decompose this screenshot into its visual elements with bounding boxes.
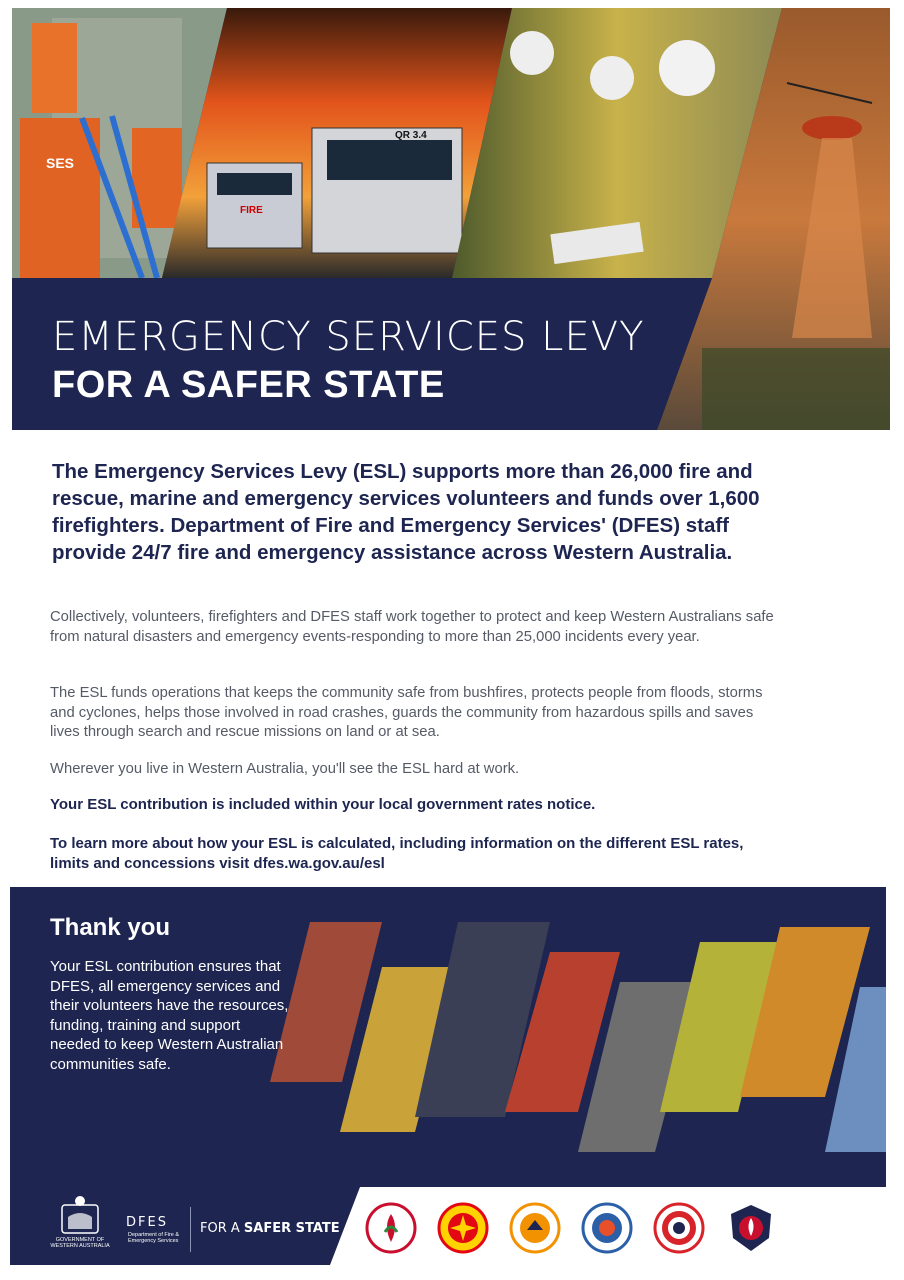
- volunteer-fire-emergency-icon: [581, 1202, 633, 1254]
- service-badges: [360, 1202, 880, 1257]
- dfes-logo-subtitle: Department of Fire & Emergency Services: [128, 1232, 180, 1244]
- truck-left-label: FIRE: [240, 205, 263, 216]
- rates-notice-statement: Your ESL contribution is included within your local government rates notice.: [50, 796, 596, 813]
- fire-rescue-icon: [725, 1202, 777, 1254]
- intro-paragraph-3: Wherever you live in Western Australia, you'll see the ESL hard at work.: [50, 761, 520, 777]
- helmet-3: [659, 40, 715, 96]
- hero-title-line2: FOR A SAFER STATE: [52, 364, 445, 406]
- helicopter: [802, 116, 862, 140]
- footer-logos: [50, 1197, 340, 1257]
- truck-right-plate: QR 3.4: [395, 130, 427, 141]
- helmet-2: [590, 56, 634, 100]
- hero-banner: [12, 8, 890, 430]
- bush-fire-service-icon: [365, 1202, 417, 1254]
- learn-more-statement: To learn more about how your ESL is calculated, including information on the different ESL rates, limits and concessions visit dfes.wa.gov.au/esl: [50, 835, 744, 872]
- helmet-1: [510, 31, 554, 75]
- footer-tagline: [200, 1221, 340, 1236]
- tagline-light: FOR A: [200, 1221, 244, 1236]
- intro-paragraph-1: Collectively, volunteers, firefighters and DFES staff work together to protect and keep Western Australians safe from natural disasters and emergency events-responding to more than 25,000 incidents every year.: [50, 609, 774, 645]
- ses-icon: [509, 1202, 561, 1254]
- cadet-corps-icon: [437, 1202, 489, 1254]
- thank-you-title: Thank you: [50, 914, 171, 941]
- marine-rescue-icon: [653, 1202, 705, 1254]
- footer-divider: [190, 1207, 191, 1252]
- hero-title-line1: EMERGENCY SERVICES LEVY: [52, 314, 645, 360]
- thank-you-panel: [10, 887, 886, 1265]
- thank-you-text: Your ESL contribution ensures that DFES, all emergency services and their volunteers have the resources, funding, training and support needed to keep Western Australian communities safe.: [50, 958, 289, 1073]
- intro-paragraph-2: The ESL funds operations that keeps the community safe from bushfires, protects people from floods, storms and cyclones, helps those involved in road crashes, guards the community from hazardous spills and saves lives through search and rescue missions on land or at sea.: [50, 685, 763, 740]
- intro-lead: The Emergency Services Levy (ESL) supports more than 26,000 fire and rescue, marine and emergency services volunteers and funds over 1,600 firefighters. Department of Fire and Emergency Services' (DFES) staff provide 24/7 fire and emergency assistance across Western Australia.: [52, 460, 760, 564]
- ses-vest-label: SES: [46, 155, 75, 171]
- dfes-logo-text: DFES: [126, 1215, 168, 1230]
- hero-title: [52, 314, 645, 407]
- tagline-bold: SAFER STATE: [243, 1221, 340, 1236]
- government-label: GOVERNMENT OF WESTERN AUSTRALIA: [50, 1237, 110, 1249]
